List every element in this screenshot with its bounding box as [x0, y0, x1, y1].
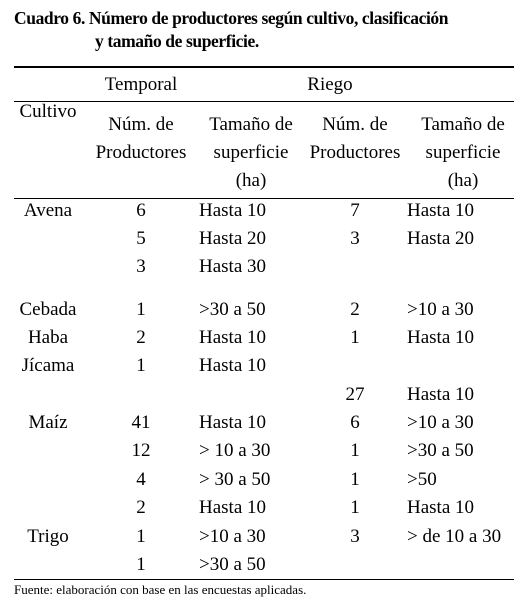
cell-riego-num: 1	[350, 327, 360, 348]
cell-temporal-num: 1	[136, 554, 146, 575]
cell-riego-sup: >10 a 30	[407, 299, 474, 320]
source-note: Fuente: elaboración con base en las encuestas aplicadas.	[14, 582, 307, 597]
cell-temporal-sup: Hasta 10	[199, 327, 267, 348]
cell-riego-sup: Hasta 10	[407, 384, 475, 405]
cell-riego-sup: Hasta 10	[407, 497, 475, 518]
cell-temporal-sup: >30 a 50	[199, 554, 266, 575]
cell-temporal-num: 4	[136, 469, 146, 490]
title-line-1: Cuadro 6. Número de productores según cultivo, clasificación	[14, 8, 449, 28]
cell-temporal-sup: > 10 a 30	[199, 440, 271, 461]
cell-riego-num: 1	[350, 440, 360, 461]
cell-riego-num: 27	[345, 384, 365, 405]
cell-temporal-sup: Hasta 10	[199, 497, 267, 518]
cell-temporal-sup: Hasta 10	[199, 200, 267, 221]
cell-temporal-sup: Hasta 10	[199, 412, 267, 433]
header-temporal-sup-3: (ha)	[235, 170, 267, 191]
cell-riego-num: 2	[350, 299, 360, 320]
cell-cultivo: Trigo	[27, 526, 69, 547]
cell-temporal-sup: >10 a 30	[199, 526, 266, 547]
header-temporal-num-1: Núm. de	[108, 114, 174, 135]
cell-riego-sup: >10 a 30	[407, 412, 474, 433]
cell-temporal-num: 1	[136, 299, 146, 320]
bottom-rule	[14, 579, 514, 580]
header-cultivo: Cultivo	[19, 101, 77, 122]
header-riego-num-2: Productores	[309, 142, 401, 163]
cell-cultivo: Haba	[27, 327, 69, 348]
cell-cultivo: Avena	[23, 200, 73, 221]
header-riego: Riego	[307, 74, 353, 95]
cell-temporal-num: 2	[136, 497, 146, 518]
cell-temporal-num: 3	[136, 256, 146, 277]
cell-riego-sup: >50	[407, 469, 437, 490]
cell-temporal-sup: > 30 a 50	[199, 469, 271, 490]
cell-temporal-num: 2	[136, 327, 146, 348]
header-temporal-sup-2: superficie	[213, 142, 289, 163]
cell-riego-sup: Hasta 20	[407, 228, 475, 249]
title-line-2: y tamaño de superficie.	[95, 31, 259, 51]
cell-riego-num: 6	[350, 412, 360, 433]
top-rule	[14, 66, 514, 68]
cell-temporal-sup: Hasta 30	[199, 256, 267, 277]
cell-temporal-sup: Hasta 20	[199, 228, 267, 249]
cell-riego-sup: > de 10 a 30	[407, 526, 502, 547]
cell-riego-num: 7	[350, 200, 360, 221]
header-riego-sup-1: Tamaño de	[421, 114, 505, 135]
header-temporal-num-2: Productores	[95, 142, 187, 163]
header-temporal: Temporal	[104, 74, 178, 95]
cell-temporal-num: 5	[136, 228, 146, 249]
cell-temporal-num: 1	[136, 355, 146, 376]
cell-cultivo: Cebada	[19, 299, 77, 320]
cell-cultivo: Maíz	[28, 412, 68, 433]
cell-riego-num: 1	[350, 469, 360, 490]
header-riego-num-1: Núm. de	[322, 114, 388, 135]
cell-riego-num: 1	[350, 497, 360, 518]
cell-temporal-num: 6	[136, 200, 146, 221]
cell-riego-num: 3	[350, 228, 360, 249]
cell-temporal-num: 12	[131, 440, 151, 461]
cell-temporal-sup: Hasta 10	[199, 355, 267, 376]
cell-temporal-num: 1	[136, 526, 146, 547]
cell-temporal-num: 41	[131, 412, 151, 433]
table-title	[14, 7, 519, 53]
header-riego-sup-2: superficie	[425, 142, 501, 163]
cell-temporal-sup: >30 a 50	[199, 299, 266, 320]
cell-cultivo: Jícama	[21, 355, 75, 376]
header-riego-sup-3: (ha)	[447, 170, 479, 191]
header-mid-rule	[14, 101, 514, 102]
cell-riego-num: 3	[350, 526, 360, 547]
cell-riego-sup: Hasta 10	[407, 327, 475, 348]
cell-riego-sup: Hasta 10	[407, 200, 475, 221]
cell-riego-sup: >30 a 50	[407, 440, 474, 461]
header-temporal-sup-1: Tamaño de	[209, 114, 293, 135]
